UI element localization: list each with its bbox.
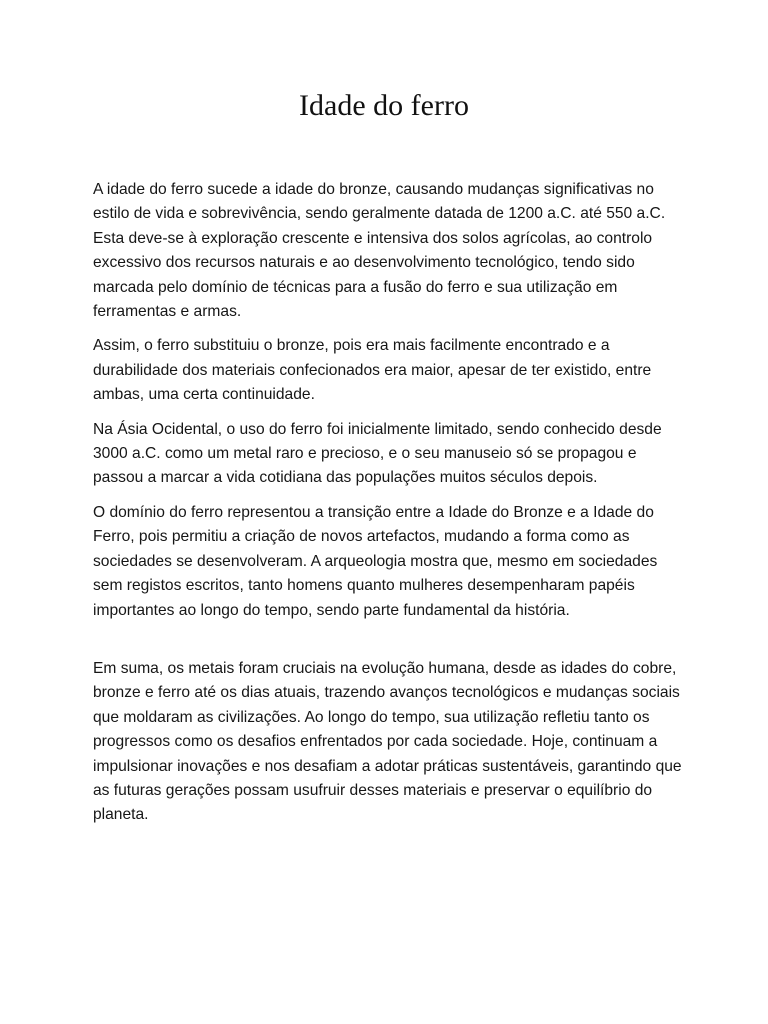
paragraph-conclusion: Em suma, os metais foram cruciais na evolução humana, desde as idades do cobre, bronze e ferro até os dias atuais, trazendo avanços tecnológicos e mudanças sociais que moldaram as civilizações. Ao longo do tempo, sua utilização refletiu tanto os progressos como os desafios enfrentados por cada sociedade. Hoje, continuam a impulsionar inovações e nos desafiam a adotar práticas sustentáveis, garantindo que as futuras gerações possam usufruir desses materiais e preservar o equilíbrio do planeta. (93, 659, 682, 824)
paragraph-transition: O domínio do ferro representou a transição entre a Idade do Bronze e a Idade do Ferro, pois permitiu a criação de novos artefactos, mudando a forma como as sociedades se desenvolveram. A arqueologia mostra que, mesmo em sociedades sem registos escritos, tanto homens quanto mulheres desempenharam papéis importantes ao longo do tempo, sendo parte fundamental da história. (93, 503, 658, 619)
paragraph-intro: A idade do ferro sucede a idade do bronze, causando mudanças significativas no estilo de vida e sobrevivência, sendo geralmente datada de 1200 a.C. até 550 a.C. Esta deve-se à exploração crescente e intensiva dos solos agrícolas, ao controlo excessivo dos recursos naturais e ao desenvolvimento tecnológico, tendo sido marcada pelo domínio de técnicas para a fusão do ferro e sua utilização em ferramentas e armas. (93, 181, 666, 321)
document-body (93, 178, 687, 828)
paragraph-western-asia: Na Ásia Ocidental, o uso do ferro foi inicialmente limitado, sendo conhecido desde 3000 a.C. como um metal raro e precioso, e o seu manuseio só se propagou e passou a marcar a vida cotidiana das populações muitos séculos depois. (93, 420, 662, 487)
paragraph-replacement: Assim, o ferro substituiu o bronze, pois era mais facilmente encontrado e a durabilidade dos materiais confecionados era maior, apesar de ter existido, entre ambas, uma certa continuidade. (93, 337, 652, 404)
document-title: Idade do ferro (299, 89, 469, 122)
